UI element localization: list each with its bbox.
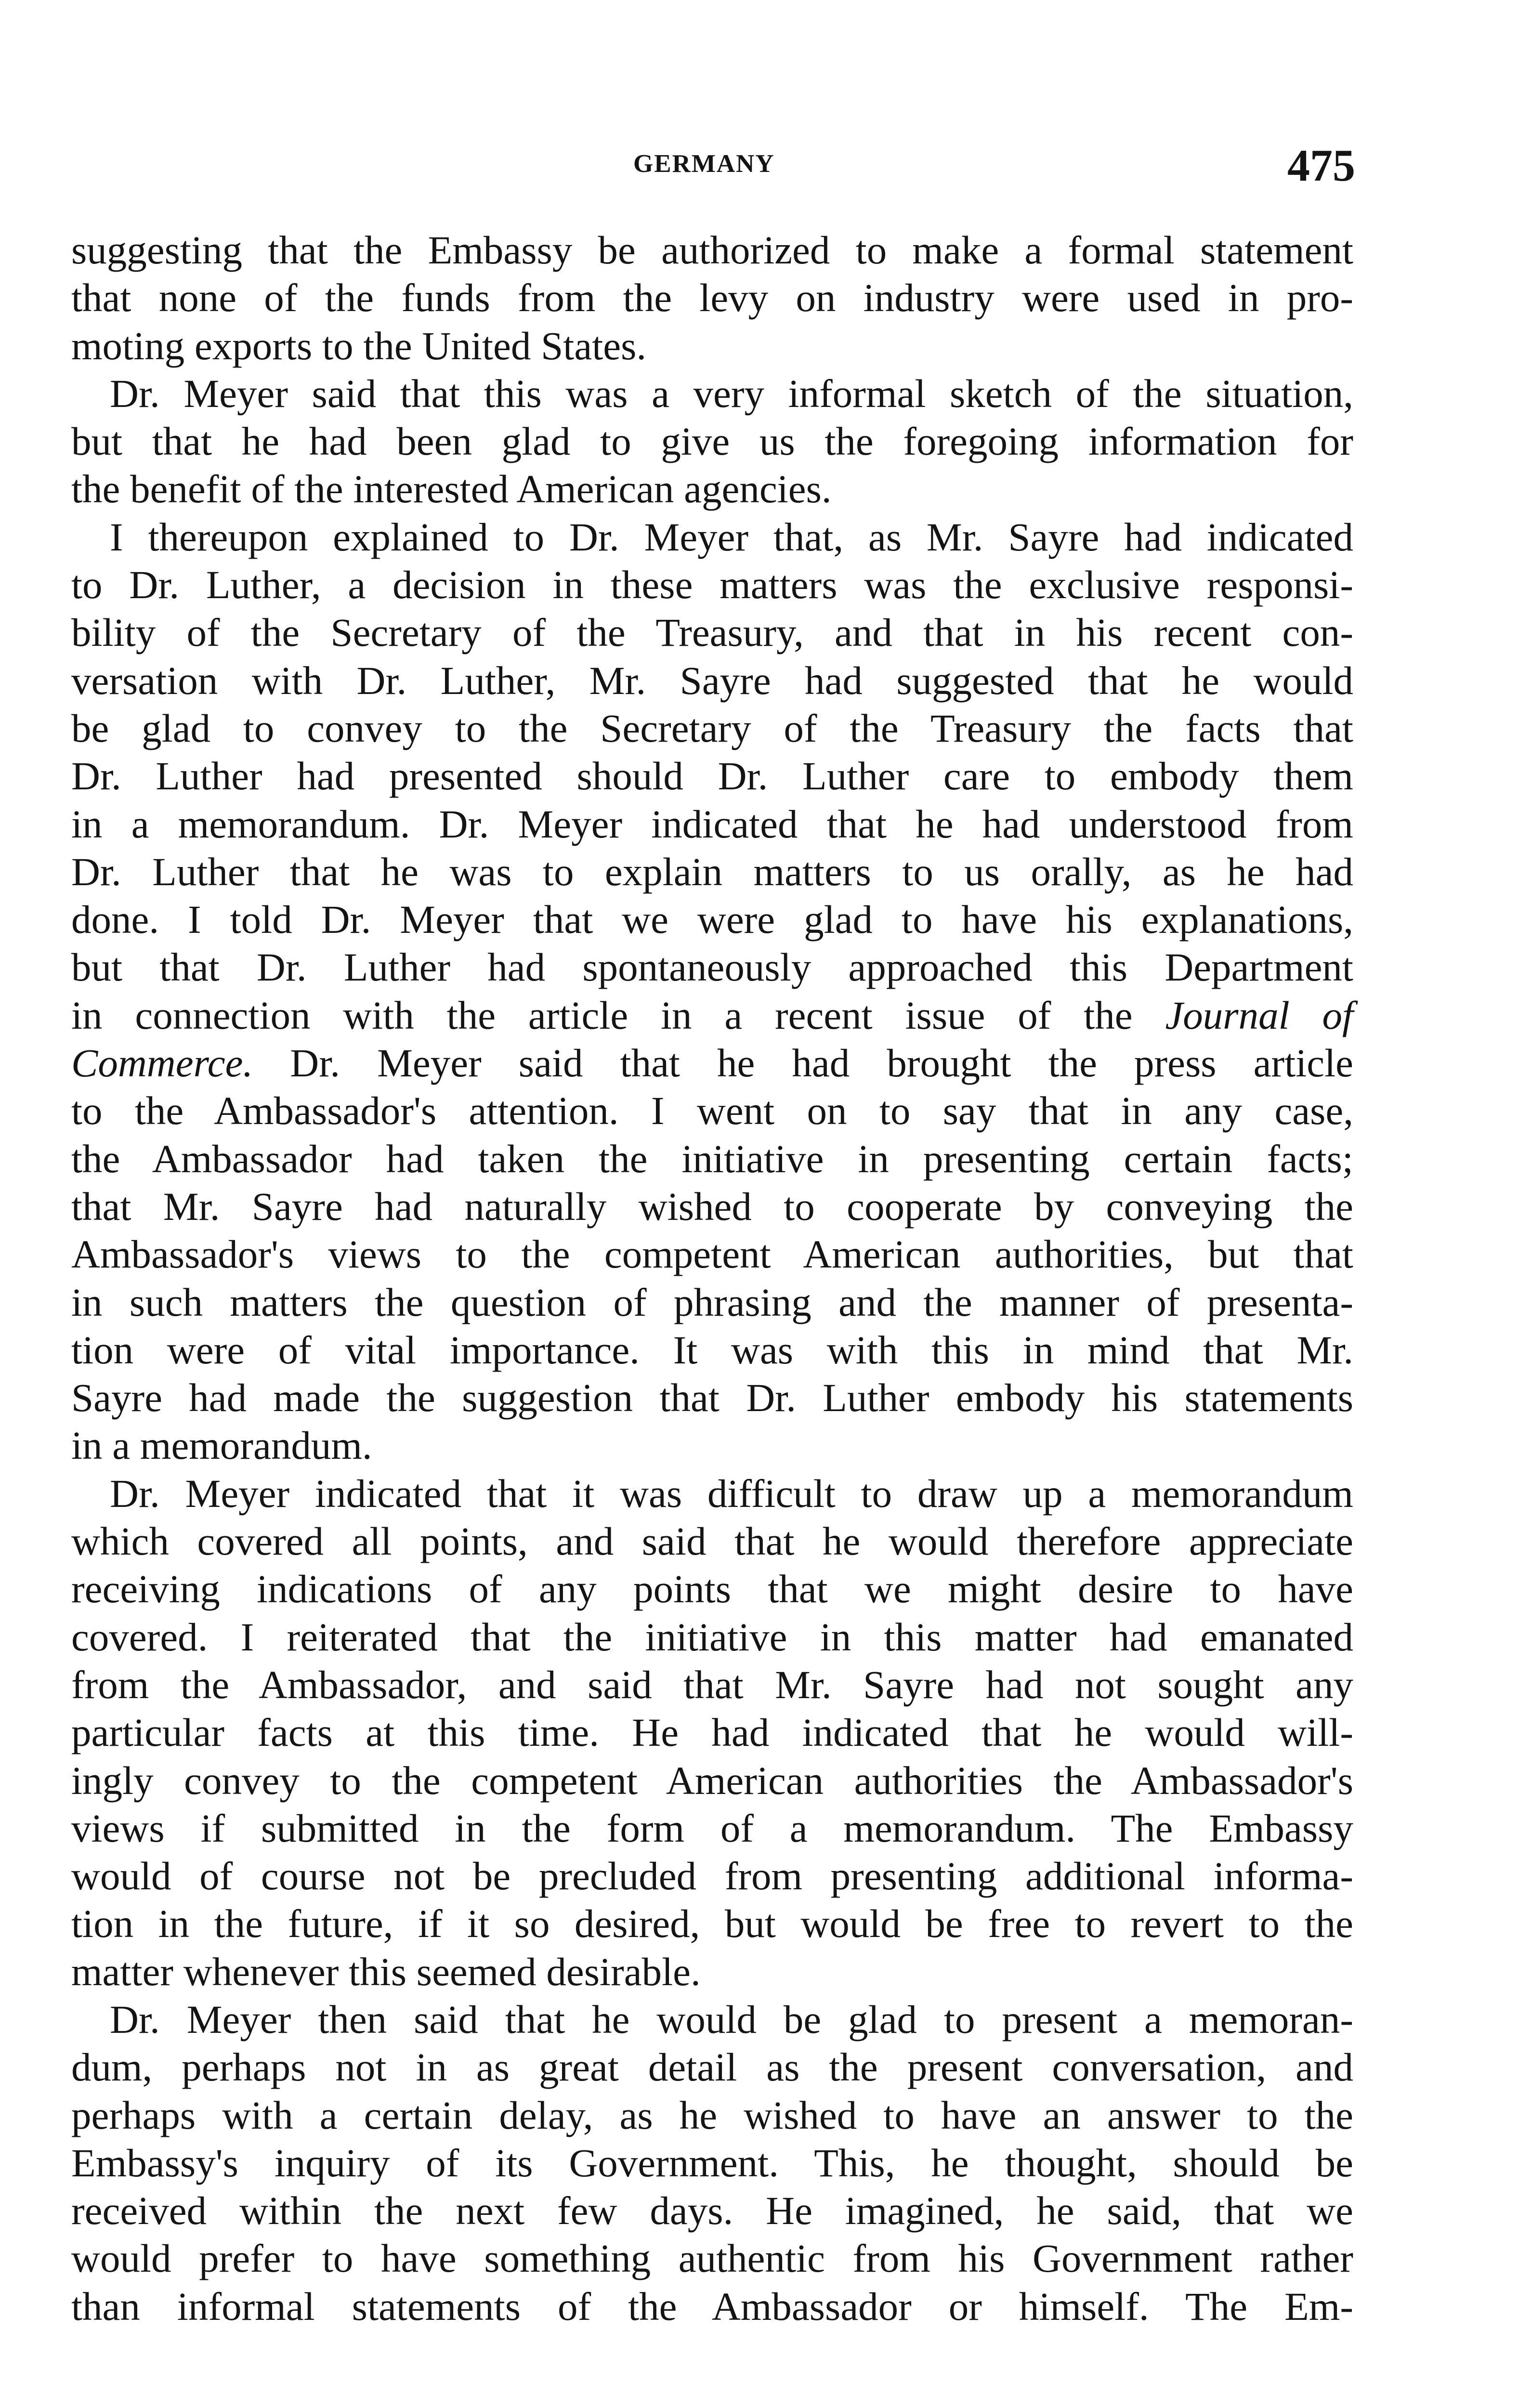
text-line-with-italic <box>71 992 1353 1039</box>
text-line: moting exports to the United States. <box>71 323 647 368</box>
text-line: Ambassador's views to the competent American authorities, but that <box>71 1232 1353 1277</box>
italic-title: Journal of <box>1165 993 1354 1037</box>
running-head <box>72 143 1353 191</box>
running-title: GERMANY <box>633 150 775 178</box>
text-line: tion were of vital importance. It was with this in mind that Mr. <box>71 1327 1353 1372</box>
text-line: but that Dr. Luther had spontaneously approached this Department <box>71 945 1353 990</box>
text-line: be glad to convey to the Secretary of the Treasury the facts that <box>71 706 1353 750</box>
text-line: ingly convey to the competent American authorities the Ambassador's <box>71 1758 1353 1803</box>
text-line: that Mr. Sayre had naturally wished to cooperate by conveying the <box>71 1184 1353 1229</box>
text-line: done. I told Dr. Meyer that we were glad to have his explanations, <box>71 897 1353 942</box>
text-line: which covered all points, and said that he would therefore appreciate <box>71 1519 1353 1564</box>
text-line: Embassy's inquiry of its Government. This, he thought, should be <box>71 2140 1353 2185</box>
text-line: dum, perhaps not in as great detail as the present conversation, and <box>71 2045 1353 2090</box>
text-line: I thereupon explained to Dr. Meyer that, as Mr. Sayre had indicated <box>110 514 1353 559</box>
text-line: to the Ambassador's attention. I went on to say that in any case, <box>71 1088 1353 1133</box>
text-line: Dr. Luther that he was to explain matters to us orally, as he had <box>71 849 1353 894</box>
text-line: bility of the Secretary of the Treasury, and that in his recent con- <box>71 610 1353 655</box>
text-line-with-italic <box>71 1039 1353 1087</box>
text-segment: Dr. Meyer said that he had brought the press article <box>290 1041 1353 1086</box>
paragraph <box>71 370 1353 513</box>
text-line: in a memorandum. Dr. Meyer indicated that he had understood from <box>71 801 1353 846</box>
page-number: 475 <box>1287 141 1355 191</box>
text-line: matter whenever this seemed desirable. <box>71 1949 701 1994</box>
text-line: particular facts at this time. He had indicated that he would will- <box>71 1710 1353 1755</box>
text-line: in a memorandum. <box>71 1423 372 1468</box>
text-line: to Dr. Luther, a decision in these matters was the exclusive responsi- <box>71 563 1353 607</box>
italic-title: Commerce. <box>71 1041 253 1086</box>
text-line: the Ambassador had taken the initiative in presenting certain facts; <box>71 1136 1353 1181</box>
text-line: received within the next few days. He imagined, he said, that we <box>71 2188 1353 2233</box>
text-line: Dr. Meyer then said that he would be glad to present a memoran- <box>110 1997 1353 2042</box>
body-text <box>71 226 1353 2330</box>
paragraph <box>71 513 1353 1470</box>
text-line: Sayre had made the suggestion that Dr. Luther embody his statements <box>71 1375 1353 1420</box>
text-line: would prefer to have something authentic from his Government rather <box>71 2236 1353 2281</box>
text-line: Dr. Meyer said that this was a very informal sketch of the situation, <box>110 371 1353 416</box>
paragraph <box>71 1470 1353 1996</box>
text-line: from the Ambassador, and said that Mr. Sayre had not sought any <box>71 1662 1353 1707</box>
text-line: suggesting that the Embassy be authorized to make a formal statement <box>71 228 1353 272</box>
text-line: Dr. Luther had presented should Dr. Luther care to embody them <box>71 754 1353 798</box>
text-line: than informal statements of the Ambassador or himself. The Em- <box>71 2284 1353 2329</box>
text-line: in such matters the question of phrasing and the manner of presenta- <box>71 1280 1353 1324</box>
text-line: that none of the funds from the levy on industry were used in pro- <box>71 275 1353 320</box>
paragraph <box>71 1996 1353 2330</box>
text-line: would of course not be precluded from presenting additional informa- <box>71 1854 1353 1898</box>
paragraph <box>71 226 1353 370</box>
text-line: tion in the future, if it so desired, but would be free to revert to the <box>71 1901 1353 1946</box>
text-line: covered. I reiterated that the initiative in this matter had emanated <box>71 1614 1353 1659</box>
text-line: receiving indications of any points that we might desire to have <box>71 1567 1353 1611</box>
text-line: the benefit of the interested American agencies. <box>71 467 832 511</box>
text-line: but that he had been glad to give us the foregoing information for <box>71 419 1353 464</box>
text-segment: in connection with the article in a recent issue of the <box>71 993 1133 1037</box>
text-line: versation with Dr. Luther, Mr. Sayre had suggested that he would <box>71 658 1353 703</box>
text-line: perhaps with a certain delay, as he wished to have an answer to the <box>71 2093 1353 2137</box>
text-line: views if submitted in the form of a memorandum. The Embassy <box>71 1806 1353 1850</box>
text-line: Dr. Meyer indicated that it was difficult to draw up a memorandum <box>110 1471 1353 1516</box>
